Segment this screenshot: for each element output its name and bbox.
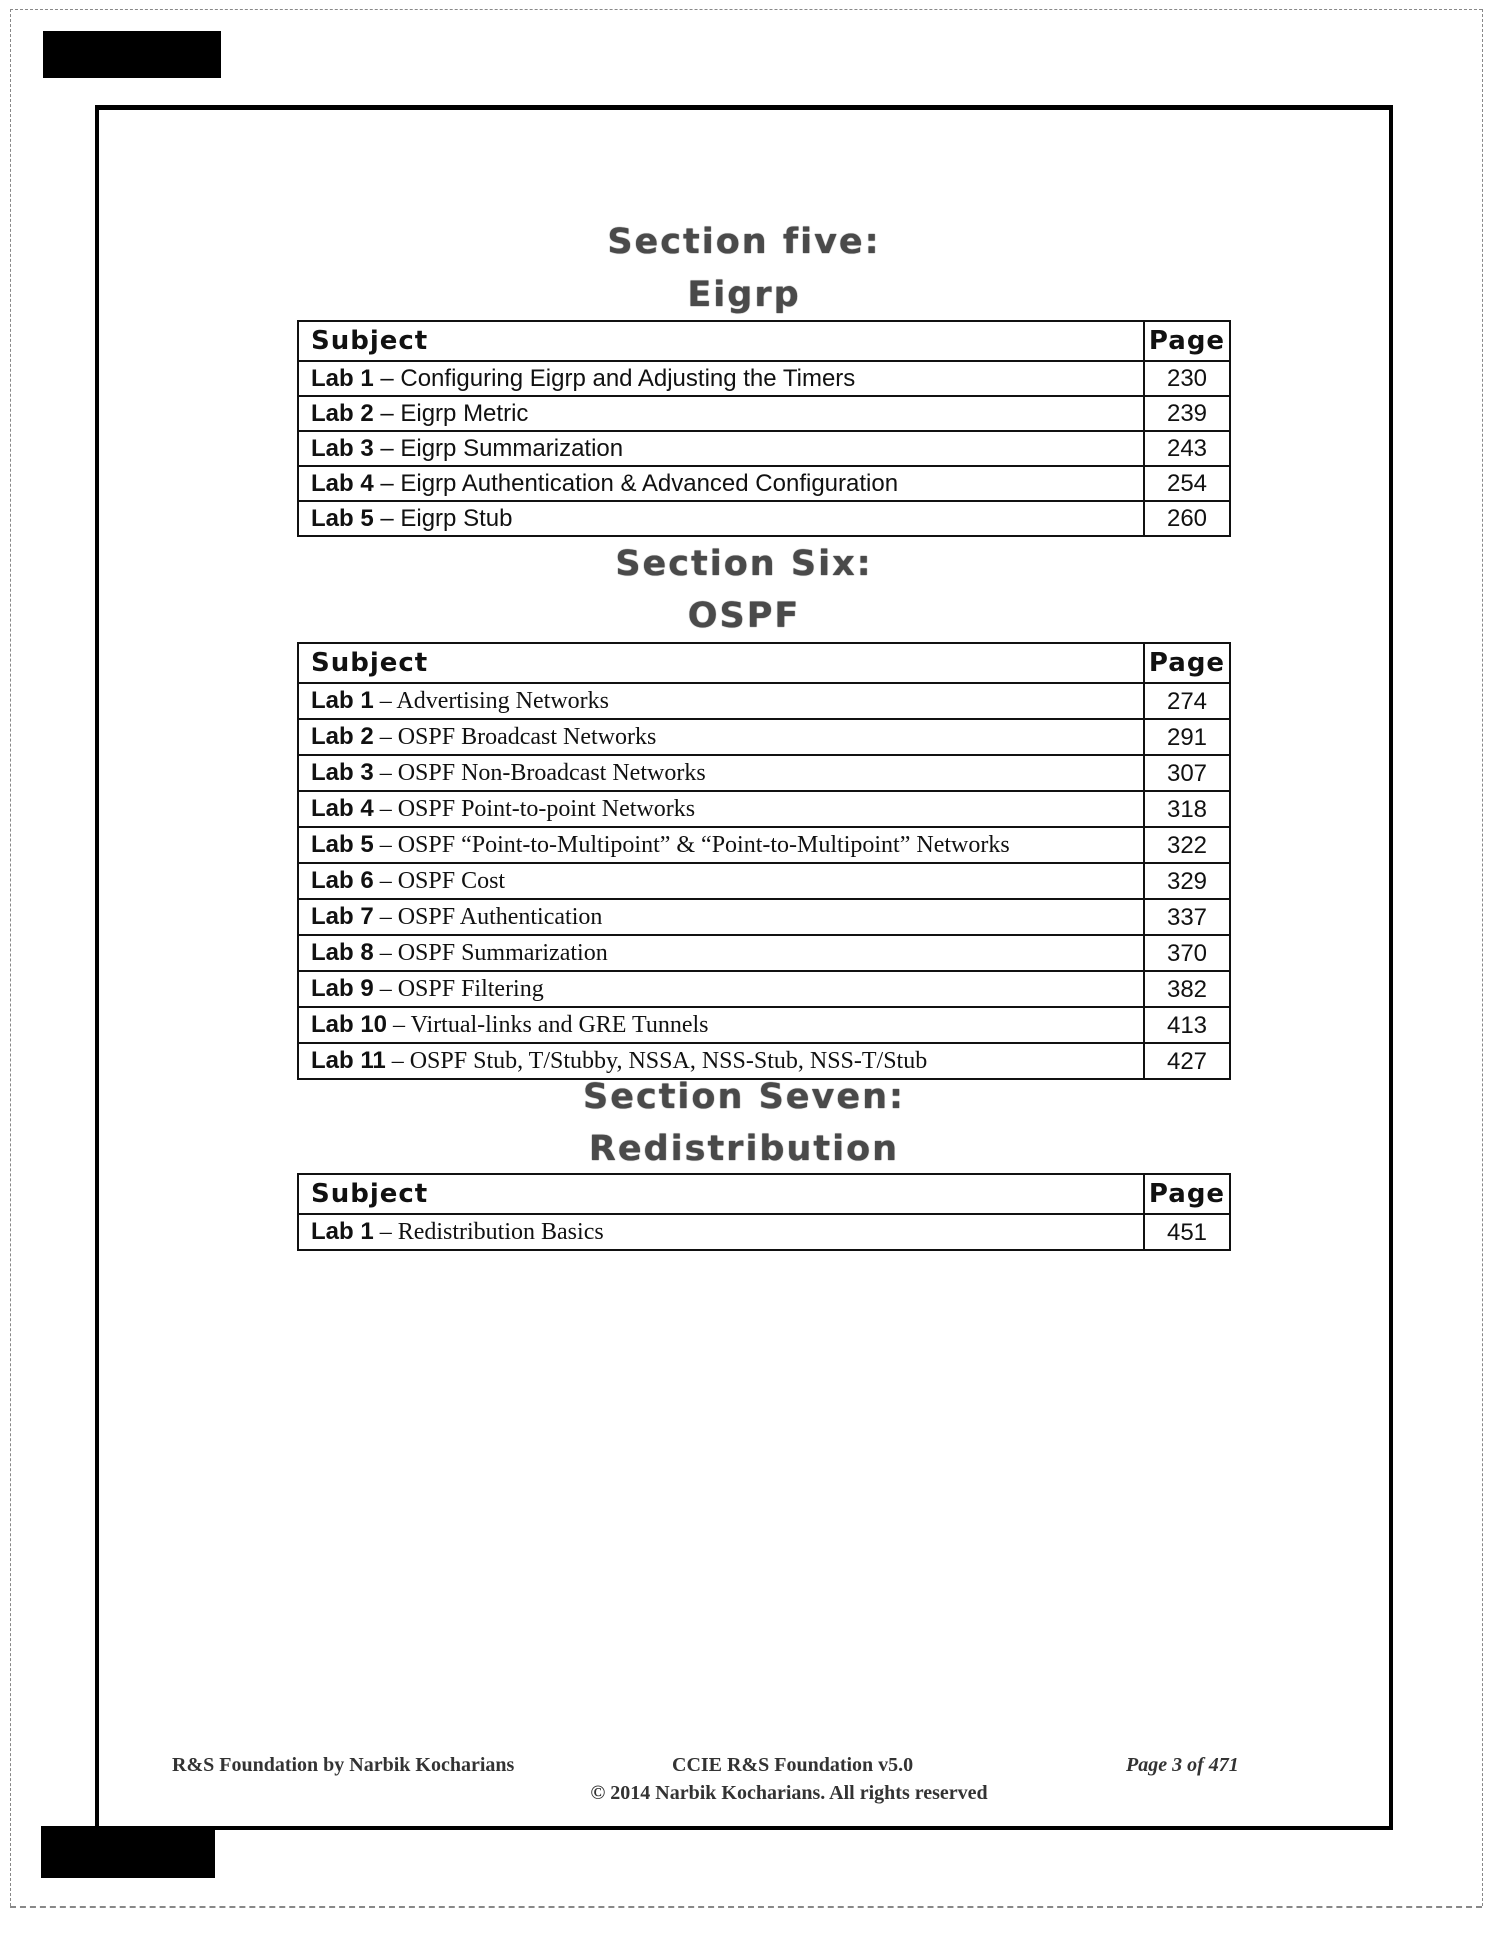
section-subheading: Redistribution bbox=[588, 1129, 900, 1169]
subject-cell bbox=[298, 899, 1144, 935]
lab-number: Lab 8 bbox=[311, 939, 374, 966]
subject-cell bbox=[298, 791, 1144, 827]
lab-number: Lab 7 bbox=[311, 903, 374, 930]
lab-title: – OSPF Stub, T/Stubby, NSSA, NSS-Stub, NSS-T/Stub bbox=[385, 1048, 928, 1074]
toc-table-eigrp bbox=[297, 320, 1231, 537]
table-row bbox=[298, 791, 1230, 827]
table-row bbox=[298, 899, 1230, 935]
lab-title: – OSPF Non-Broadcast Networks bbox=[373, 760, 706, 786]
footer-center: CCIE R&S Foundation v5.0 bbox=[672, 1754, 914, 1776]
col-subject: Subject bbox=[298, 1174, 1144, 1214]
table-row bbox=[298, 1214, 1230, 1250]
page-cell: 307 bbox=[1144, 755, 1230, 791]
page-cell: 274 bbox=[1144, 683, 1230, 719]
section-subheading: Eigrp bbox=[687, 275, 801, 315]
lab-title: – OSPF Point-to-point Networks bbox=[373, 796, 696, 822]
page-frame bbox=[95, 105, 1393, 1830]
toc-table-redistribution bbox=[297, 1173, 1231, 1251]
table-row bbox=[298, 466, 1230, 501]
page-edge-bottom bbox=[10, 1906, 1482, 1908]
lab-number: Lab 5 bbox=[311, 831, 374, 858]
lab-title: – OSPF Cost bbox=[373, 868, 506, 894]
table-header bbox=[298, 321, 1230, 361]
footer-copyright: © 2014 Narbik Kocharians. All rights reserved bbox=[590, 1782, 988, 1804]
subject-cell bbox=[298, 683, 1144, 719]
lab-number: Lab 1 bbox=[311, 1218, 374, 1245]
page-cell: 291 bbox=[1144, 719, 1230, 755]
page-cell: 451 bbox=[1144, 1214, 1230, 1250]
section-heading: Section Six: bbox=[615, 544, 873, 584]
lab-number: Lab 4 bbox=[311, 795, 374, 822]
lab-title: – Eigrp Metric bbox=[373, 400, 529, 427]
page-cell: 413 bbox=[1144, 1007, 1230, 1043]
table-row bbox=[298, 935, 1230, 971]
lab-number: Lab 2 bbox=[311, 723, 374, 750]
lab-title: – Eigrp Authentication & Advanced Configuration bbox=[373, 470, 899, 497]
page-cell: 329 bbox=[1144, 863, 1230, 899]
lab-title: – Eigrp Summarization bbox=[373, 435, 624, 462]
section-heading: Section five: bbox=[607, 222, 881, 262]
lab-title: – OSPF Broadcast Networks bbox=[373, 724, 657, 750]
footer-page-number: Page 3 of 471 bbox=[1126, 1754, 1239, 1776]
page-cell: 382 bbox=[1144, 971, 1230, 1007]
lab-number: Lab 2 bbox=[311, 400, 374, 427]
table-row bbox=[298, 971, 1230, 1007]
lab-title: – Eigrp Stub bbox=[373, 505, 513, 532]
table-row bbox=[298, 396, 1230, 431]
subject-cell bbox=[298, 1007, 1144, 1043]
page-edge-top bbox=[10, 9, 1482, 10]
lab-title: – Advertising Networks bbox=[373, 688, 609, 714]
page-cell: 239 bbox=[1144, 396, 1230, 431]
subject-cell bbox=[298, 863, 1144, 899]
lab-number: Lab 6 bbox=[311, 867, 374, 894]
lab-title: – OSPF Summarization bbox=[373, 940, 608, 966]
section-subheading: OSPF bbox=[687, 596, 801, 636]
subject-cell bbox=[298, 1214, 1144, 1250]
page-cell: 322 bbox=[1144, 827, 1230, 863]
page-cell: 370 bbox=[1144, 935, 1230, 971]
page-cell: 427 bbox=[1144, 1043, 1230, 1079]
section-heading: Section Seven: bbox=[583, 1077, 905, 1117]
lab-number: Lab 3 bbox=[311, 435, 374, 462]
subject-cell bbox=[298, 827, 1144, 863]
col-subject: Subject bbox=[298, 321, 1144, 361]
col-page: Page bbox=[1144, 321, 1230, 361]
page-cell: 254 bbox=[1144, 466, 1230, 501]
lab-title: – Virtual-links and GRE Tunnels bbox=[387, 1012, 709, 1038]
lab-title: – Redistribution Basics bbox=[373, 1219, 604, 1245]
page-edge-left bbox=[10, 9, 11, 1906]
lab-number: Lab 9 bbox=[311, 975, 374, 1002]
table-row bbox=[298, 719, 1230, 755]
table-row bbox=[298, 863, 1230, 899]
col-page: Page bbox=[1144, 643, 1230, 683]
footer-left: R&S Foundation by Narbik Kocharians bbox=[172, 1754, 515, 1776]
subject-cell bbox=[298, 431, 1144, 466]
subject-cell bbox=[298, 719, 1144, 755]
col-page: Page bbox=[1144, 1174, 1230, 1214]
lab-title: – OSPF “Point-to-Multipoint” & “Point-to-Multipoint” Networks bbox=[373, 832, 1010, 858]
lab-number: Lab 4 bbox=[311, 470, 374, 497]
page-cell: 337 bbox=[1144, 899, 1230, 935]
table-row bbox=[298, 501, 1230, 536]
toc-table-ospf bbox=[297, 642, 1231, 1080]
table-header bbox=[298, 1174, 1230, 1214]
lab-title: – OSPF Filtering bbox=[373, 976, 544, 1002]
subject-cell bbox=[298, 1043, 1144, 1079]
col-subject: Subject bbox=[298, 643, 1144, 683]
table-row bbox=[298, 1007, 1230, 1043]
lab-number: Lab 3 bbox=[311, 759, 374, 786]
table-row bbox=[298, 431, 1230, 466]
table-row bbox=[298, 683, 1230, 719]
lab-title: – OSPF Authentication bbox=[373, 904, 603, 930]
table-row bbox=[298, 755, 1230, 791]
page-cell: 260 bbox=[1144, 501, 1230, 536]
lab-number: Lab 10 bbox=[311, 1011, 388, 1038]
page-cell: 318 bbox=[1144, 791, 1230, 827]
table-row bbox=[298, 1043, 1230, 1079]
subject-cell bbox=[298, 396, 1144, 431]
redaction-bottom bbox=[41, 1826, 215, 1878]
redaction-top bbox=[43, 31, 221, 78]
subject-cell bbox=[298, 501, 1144, 536]
table-row bbox=[298, 361, 1230, 396]
table-row bbox=[298, 827, 1230, 863]
lab-number: Lab 11 bbox=[311, 1047, 386, 1074]
page-cell: 243 bbox=[1144, 431, 1230, 466]
table-header bbox=[298, 643, 1230, 683]
subject-cell bbox=[298, 935, 1144, 971]
lab-number: Lab 1 bbox=[311, 687, 374, 714]
lab-number: Lab 5 bbox=[311, 505, 374, 532]
subject-cell bbox=[298, 755, 1144, 791]
lab-number: Lab 1 bbox=[311, 365, 374, 392]
subject-cell bbox=[298, 971, 1144, 1007]
lab-title: – Configuring Eigrp and Adjusting the Timers bbox=[373, 365, 856, 392]
page-cell: 230 bbox=[1144, 361, 1230, 396]
subject-cell bbox=[298, 466, 1144, 501]
subject-cell bbox=[298, 361, 1144, 396]
page-edge-right bbox=[1482, 9, 1483, 1906]
